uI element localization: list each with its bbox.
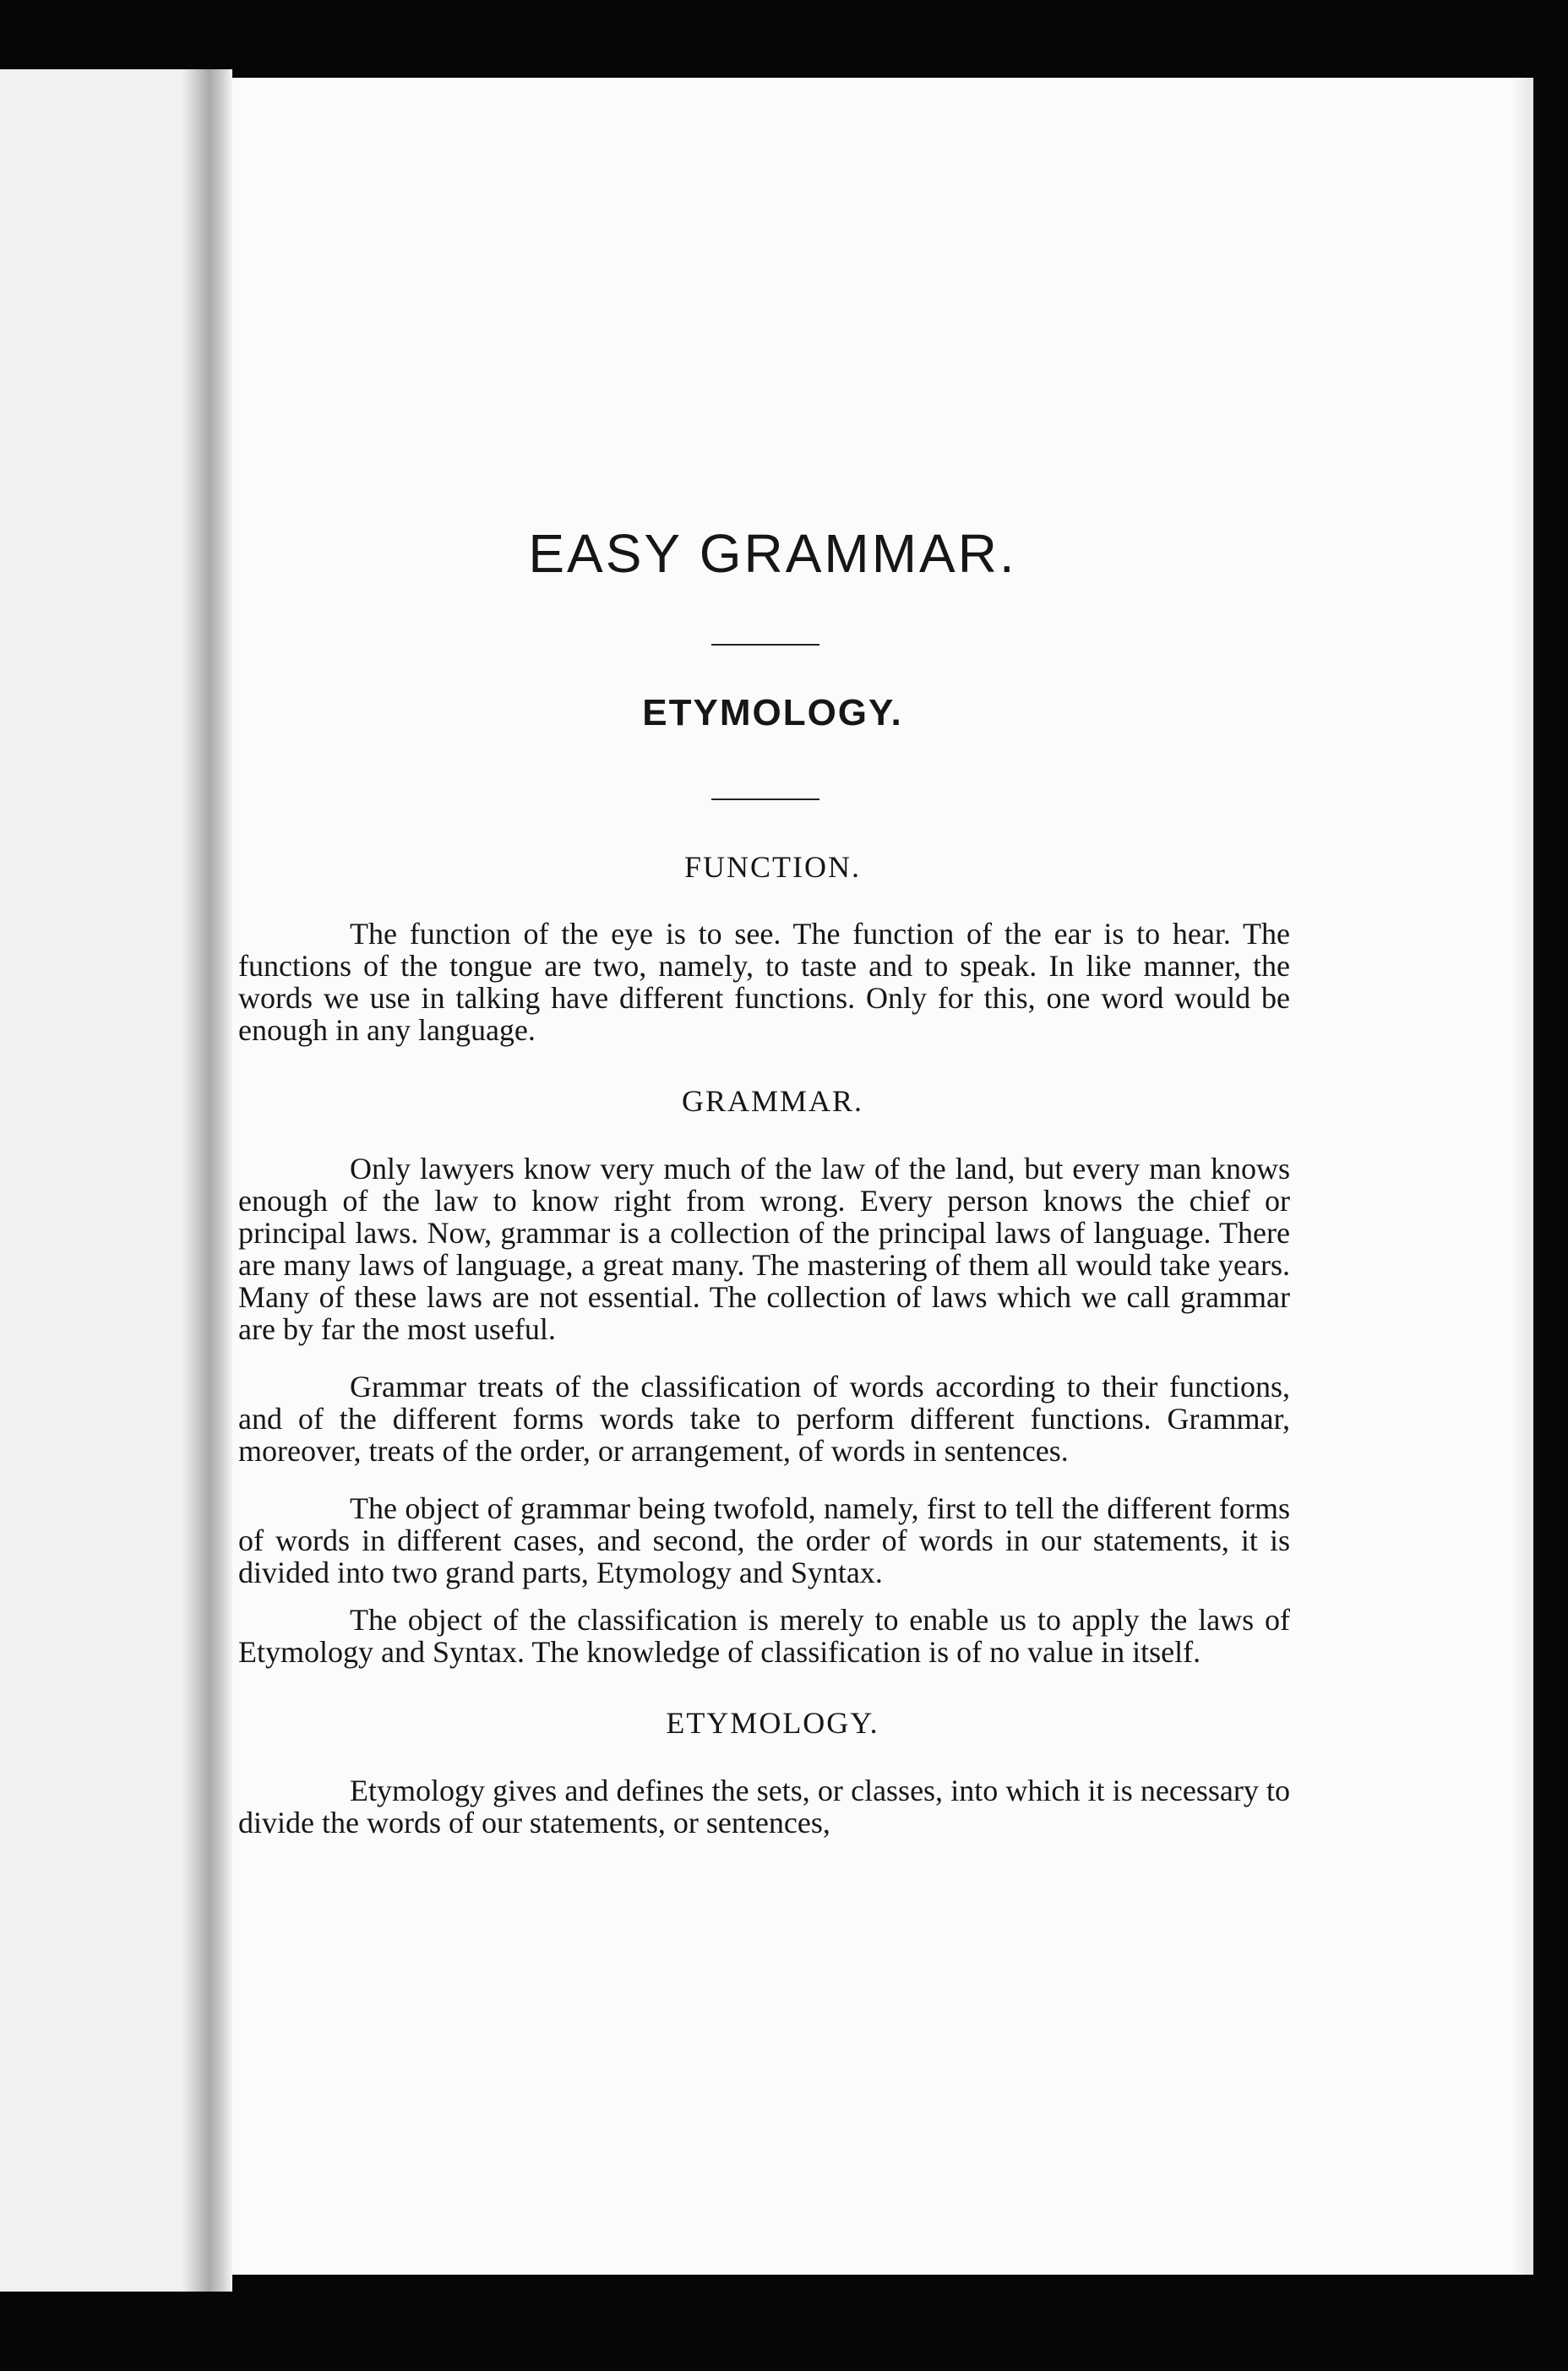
- paragraph: Etymology gives and defines the sets, or classes, into which it is necessary to divide the words of our statements, or sentences,: [238, 1773, 1290, 1840]
- paragraph: Only lawyers know very much of the law of the land, but every man knows enough of the law to know right from wrong. Every person knows the chief or principal laws. Now, grammar is a collection of the principal laws of language. There are many laws of language, a great many. The mastering of them all would take years. Many of these laws are not essential. The collection of laws which we call grammar are by far the most useful.: [238, 1151, 1290, 1346]
- section-grammar: [238, 1085, 1290, 1668]
- paragraph: The function of the eye is to see. The function of the ear is to hear. The functions of the tongue are two, namely, to taste and to speak. In like manner, the words we use in talking have different functions. Only for this, one word would be enough in any language.: [238, 917, 1290, 1048]
- title-divider: [711, 644, 819, 646]
- chapter-title: ETYMOLOGY.: [642, 692, 903, 734]
- section-heading: ETYMOLOGY.: [666, 1705, 879, 1740]
- page-content: [238, 524, 1290, 1864]
- section-etymology: [238, 1707, 1290, 1839]
- section-heading: FUNCTION.: [683, 849, 861, 884]
- paragraph: The object of the classification is merely to enable us to apply the laws of Etymology and Syntax. The knowledge of classification is of no value in itself.: [238, 1602, 1290, 1669]
- chapter-divider: [711, 799, 819, 800]
- binding-gutter: [182, 69, 232, 2292]
- page-title: EASY GRAMMAR.: [528, 523, 1017, 584]
- page-right-edge: [1512, 78, 1533, 2275]
- paragraph: Grammar treats of the classification of words according to their functions, and of the different forms words take to perform different functions. Grammar, moreover, treats of the order, or arrangement, of words in sentences.: [238, 1369, 1290, 1468]
- paragraph: The object of grammar being twofold, namely, first to tell the different forms of words in different cases, and second, the order of words in our statements, it is divided into two grand parts, Etymology and Syntax.: [238, 1491, 1290, 1589]
- section-function: [238, 851, 1290, 1047]
- section-heading: GRAMMAR.: [681, 1084, 864, 1119]
